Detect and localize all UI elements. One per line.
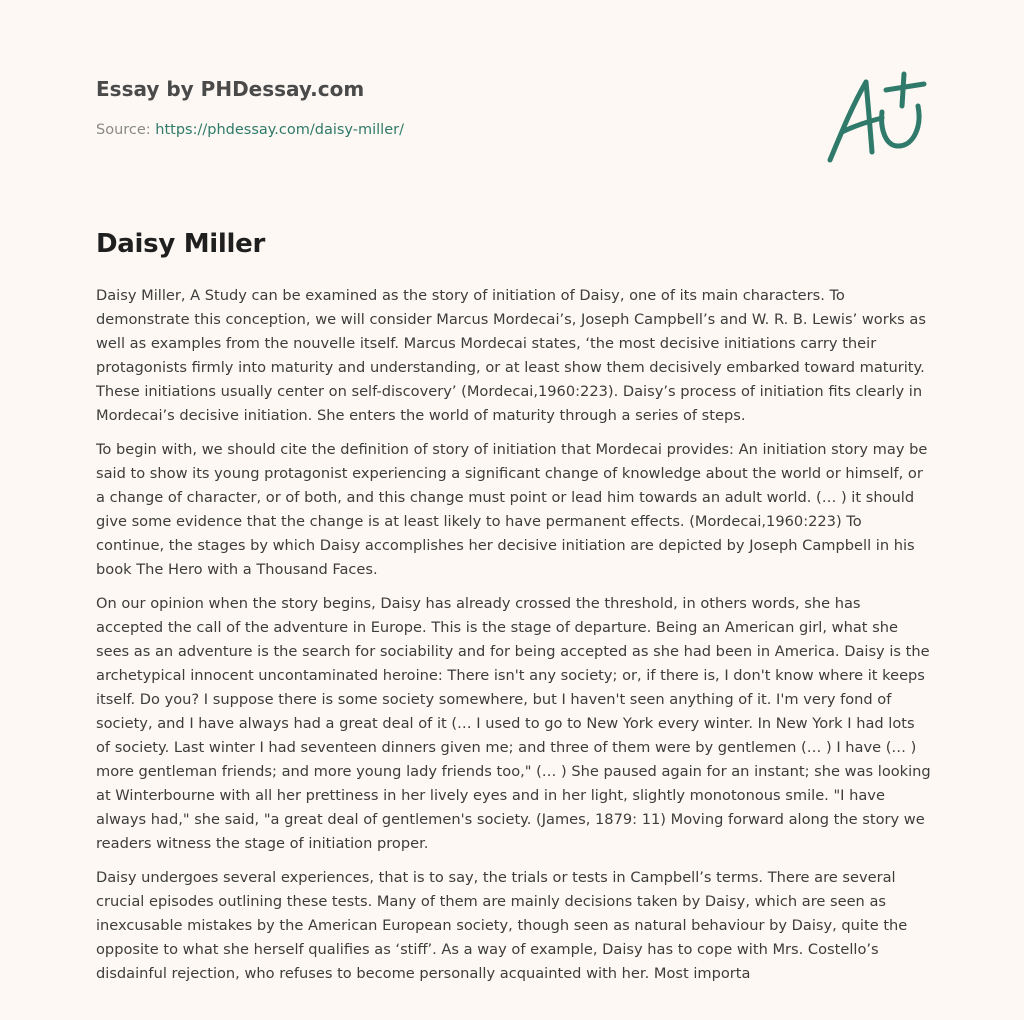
source-link[interactable]: https://phdessay.com/daisy-miller/: [155, 122, 404, 138]
a-plus-logo-icon: [820, 66, 932, 166]
paragraph: Daisy undergoes several experiences, that is to say, the trials or tests in Campbell’s terms. There are several crucial episodes outlining these tests. Many of them are mainly decisions taken by Daisy, which are seen as inexcusable mistakes by the American European society, though seen as natural behaviour by Daisy, quite the opposite to what she herself qualifies as ‘stiff’. As a way of example, Daisy has to cope with Mrs. Costello’s disdainful rejection, who refuses to become personally acquainted with her. Most importa: [96, 869, 908, 982]
page-header: [96, 72, 796, 140]
paragraph: To begin with, we should cite the definition of story of initiation that Mordecai provides: An initiation story may be said to show its young protagonist experiencing a significant change of knowledge about the world or himself, or a change of character, or of both, and this change must point or lead him towards an adult world. (… ) it should give some evidence that the change is at least likely to have permanent effects. (Mordecai,1960:223) To continue, the stages by which Daisy accomplishes her decisive initiation are depicted by Joseph Campbell in his book The Hero with a Thousand Faces.: [96, 441, 928, 578]
paragraph: Daisy Miller, A Study can be examined as the story of initiation of Daisy, one of its main characters. To demonstrate this conception, we will consider Marcus Mordecai’s, Joseph Campbell’s and W. R. B. Lewis’ works as well as examples from the nouvelle itself. Marcus Mordecai states, ‘the most decisive initiations carry their protagonists firmly into maturity and understanding, or at least show them decisively embarked toward maturity. These initiations usually center on self-discovery’ (Mordecai,1960:223). Daisy’s process of initiation fits clearly in Mordecai’s decisive initiation. She enters the world of maturity through a series of steps.: [96, 287, 926, 424]
brand-title: Essay by PHDessay.com: [96, 77, 365, 101]
paragraph: On our opinion when the story begins, Daisy has already crossed the threshold, in others words, she has accepted the call of the adventure in Europe. This is the stage of departure. Being an American girl, what she sees as an adventure is the search for sociability and for being accepted as she had been in America. Daisy is the archetypical innocent uncontaminated heroine: There isn't any society; or, if there is, I don't know where it keeps itself. Do you? I suppose there is some society somewhere, but I haven't seen anything of it. I'm very fond of society, and I have always had a great deal of it (… I used to go to New York every winter. In New York I had lots of society. Last winter I had seventeen dinners given me; and three of them were by gentlemen (… ) I have (… ) more gentleman friends; and more young lady friends too," (… ) She paused again for an instant; she was looking at Winterbourne with all her prettiness in her lively eyes and in her light, slightly monotonous smile. "I have always had," she said, "a great deal of gentlemen's society. (James, 1879: 11) Moving forward along the story we readers witness the stage of initiation proper.: [96, 595, 931, 852]
essay-body: [96, 284, 932, 996]
source-label: Source:: [96, 122, 156, 138]
document-title: Daisy Miller: [96, 229, 265, 259]
source-line: [96, 120, 796, 140]
